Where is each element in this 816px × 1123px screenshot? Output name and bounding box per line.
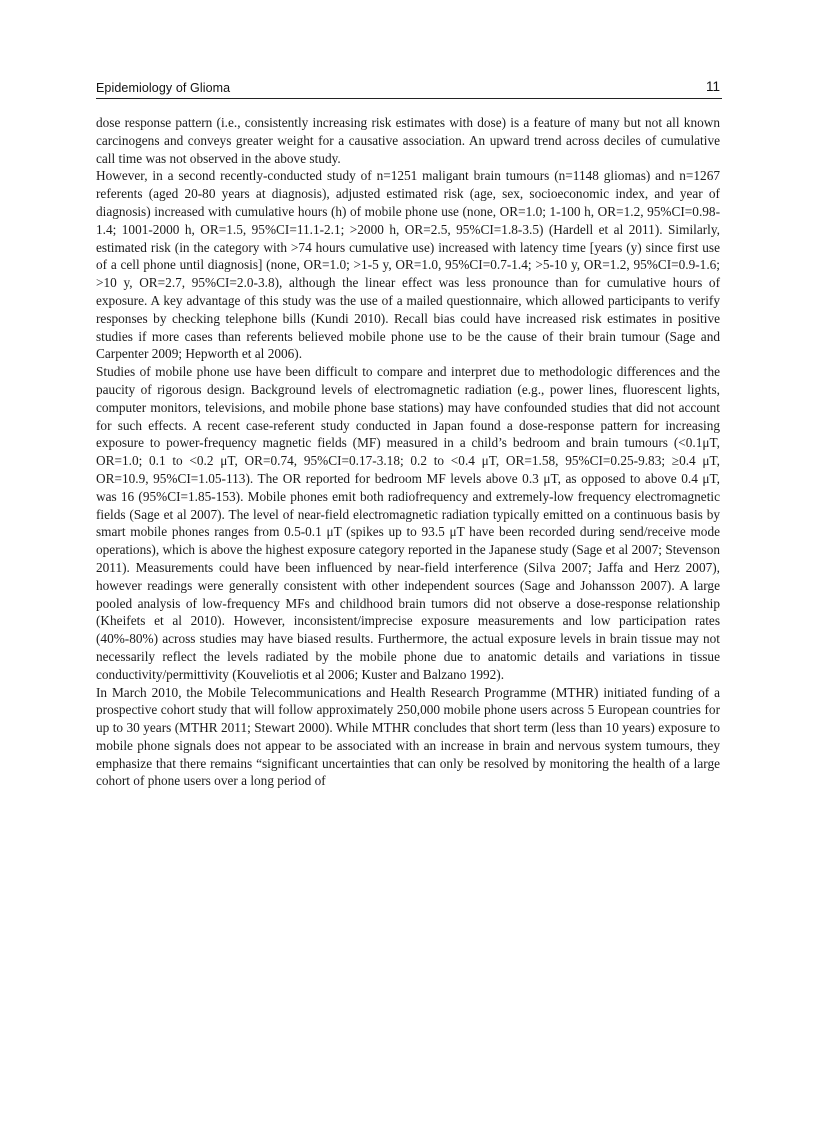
page-number: 11 [705,79,720,94]
paragraph: In March 2010, the Mobile Telecommunications and Health Research Programme (MTHR) initiated funding of a prospective cohort study that will follow approximately 250,000 mobile phone users across 5 European countries for up to 30 years (MTHR 2011; Stewart 2000). While MTHR concludes that short term (less than 10 years) exposure to mobile phone signals does not appear to be associated with an increase in brain and nervous system tumours, they emphasize that there remains “significant uncertainties that can only be resolved by monitoring the health of a large cohort of phone users over a long period of [96,684,720,789]
running-title: Epidemiology of Glioma [96,81,231,95]
running-header [96,80,722,98]
paragraph: However, in a second recently-conducted study of n=1251 maligant brain tumours (n=1148 gliomas) and n=1267 referents (aged 20-80 years at diagnosis), adjusted estimated risk (age, sex, socioeconomic index, and year of diagnosis) increased with cumulative hours (h) of mobile phone use (none, OR=1.0; 1-100 h, OR=1.2, 95%CI=0.98-1.4; 1001-2000 h, OR=1.5, 95%CI=11.1-2.1; >2000 h, OR=2.5, 95%CI=1.8-3.5) (Hardell et al 2011). Similarly, estimated risk (in the category with >74 hours cumulative use) increased with latency time [years (y) since first use of a cell phone until diagnosis] (none, OR=1.0; >1-5 y, OR=1.0, 95%CI=0.7-1.4; >5-10 y, OR=1.2, 95%CI=0.9-1.6; >10 y, OR=2.7, 95%CI=2.0-3.8), although the linear effect was less pronounce than for cumulative hours of exposure. A key advantage of this study was the use of a mailed questionnaire, which allowed participants to verify responses by checking telephone bills (Kundi 2010). Recall bias could have increased risk estimates in positive studies if more cases than referents believed mobile phone use to be the cause of their brain tumour (Sage and Carpenter 2009; Hepworth et al 2006). [96,168,720,362]
body-text [96,114,720,790]
paragraph: dose response pattern (i.e., consistently increasing risk estimates with dose) is a feature of many but not all known carcinogens and conveys greater weight for a causative association. An upward trend across deciles of cumulative call time was not observed in the above study. [96,115,720,166]
paragraph: Studies of mobile phone use have been difficult to compare and interpret due to methodologic differences and the paucity of rigorous design. Background levels of electromagnetic radiation (e.g., power lines, fluorescent lights, computer monitors, televisions, and mobile phone base stations) may have confounded studies that did not account for such effects. A recent case-referent study conducted in Japan found a dose-response pattern for increasing exposure to power-frequency magnetic fields (MF) measured in a child’s bedroom and brain tumours (<0.1μT, OR=1.0; 0.1 to <0.2 μT, OR=0.74, 95%CI=0.17-3.18; 0.2 to <0.4 μT, OR=1.58, 95%CI=0.25-9.83; ≥0.4 μT, OR=10.9, 95%CI=1.05-113). The OR reported for bedroom MF levels above 0.3 μT, as opposed to above 0.4 μT, was 16 (95%CI=1.85-153). Mobile phones emit both radiofrequency and extremely-low frequency electromagnetic fields (Sage et al 2007). The level of near-field electromagnetic radiation typically emitted on a continuous basis by smart mobile phones ranges from 0.5-0.1 μT (spikes up to 93.5 μT have been recorded during send/receive mode operations), which is above the highest exposure category reported in the Japanese study (Sage et al 2007; Stevenson 2011). Measurements could have been influenced by near-field interference (Silva 2007; Jaffa and Herz 2007), however readings were generally consistent with other independent sources (Sage and Johansson 2007). A large pooled analysis of low-frequency MFs and childhood brain tumors did not observe a dose-response relationship (Kheifets et al 2010). However, inconsistent/imprecise exposure measurements and low participation rates (40%-80%) across studies may have biased results. Furthermore, the actual exposure levels in brain tissue may not necessarily reflect the levels radiated by the mobile phone due to anatomic details and variations in tissue conductivity/permittivity (Kouveliotis et al 2006; Kuster and Balzano 1992). [96,364,720,682]
header-rule [96,98,722,99]
